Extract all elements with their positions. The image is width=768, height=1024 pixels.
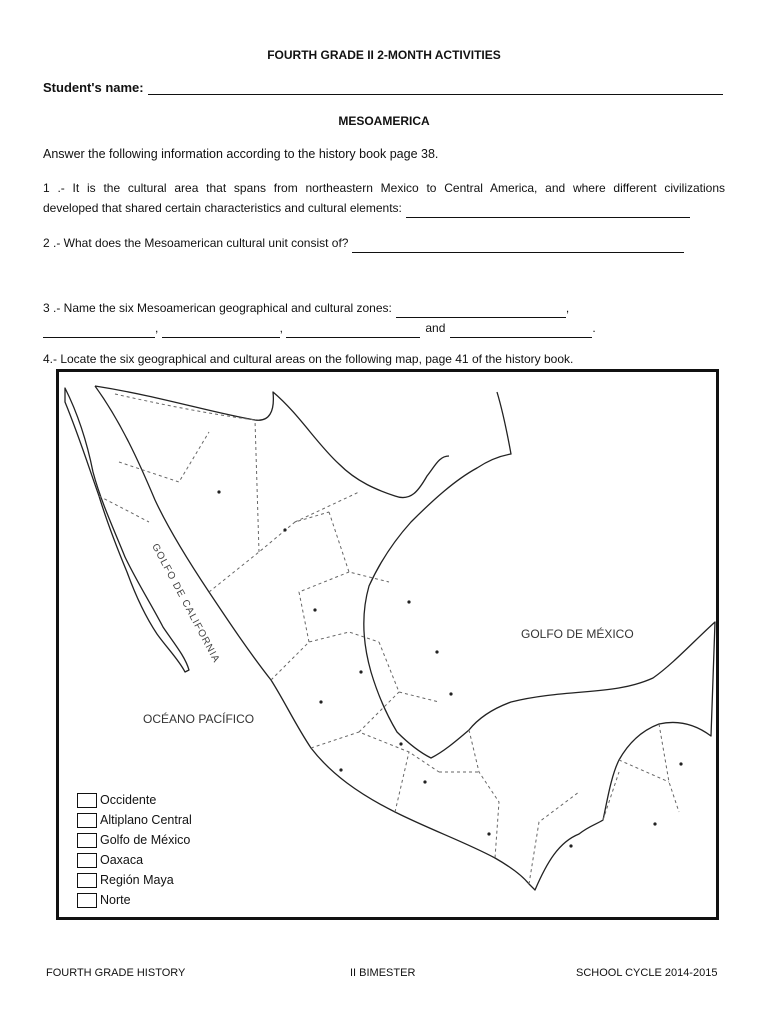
zone-blank-5[interactable] (450, 325, 592, 338)
question-2-answer-blank[interactable] (352, 240, 684, 253)
legend-checkbox[interactable] (77, 893, 97, 908)
map-frame (56, 369, 719, 920)
gulf-of-mexico-label: GOLFO DE MÉXICO (521, 627, 634, 641)
student-name-row (43, 80, 723, 95)
gulf-of-california-label: GOLFO DE CALIFORNIA (149, 542, 222, 666)
legend-item (77, 790, 192, 810)
zone-blank-2[interactable] (43, 325, 155, 338)
legend-checkbox[interactable] (77, 813, 97, 828)
question-2-text: 2 .- What does the Mesoamerican cultural unit consist of? (43, 236, 349, 250)
legend-item (77, 890, 192, 910)
footer-left: FOURTH GRADE HISTORY (46, 967, 186, 979)
legend-label: Región Maya (100, 873, 174, 887)
legend-label: Altiplano Central (100, 813, 192, 827)
pacific-ocean-label: OCÉANO PACÍFICO (143, 712, 255, 726)
question-4: 4.- Locate the six geographical and cultural areas on the following map, page 41 of the history book. (43, 352, 574, 366)
student-name-blank[interactable] (148, 82, 723, 95)
legend-item (77, 850, 192, 870)
question-2 (43, 233, 725, 253)
zone-blank-4[interactable] (286, 325, 420, 338)
footer-center: II BIMESTER (350, 967, 416, 979)
legend-checkbox[interactable] (77, 833, 97, 848)
and-word: and (425, 321, 446, 335)
section-title: MESOAMERICA (338, 114, 430, 128)
legend-label: Norte (100, 893, 131, 907)
map-legend (77, 790, 192, 910)
zone-blank-3[interactable] (162, 325, 280, 338)
student-name-label: Student's name: (43, 80, 144, 95)
legend-checkbox[interactable] (77, 793, 97, 808)
legend-item (77, 810, 192, 830)
question-1-line-2: developed that shared certain characteristics and cultural elements: (43, 201, 402, 215)
legend-label: Oaxaca (100, 853, 144, 867)
legend-label: Occidente (100, 793, 157, 807)
question-3-text: 3 .- Name the six Mesoamerican geographical and cultural zones: (43, 301, 392, 315)
legend-item (77, 830, 192, 850)
instructions: Answer the following information according to the history book page 38. (43, 147, 439, 161)
zone-blank-1[interactable] (396, 305, 566, 318)
worksheet-title: FOURTH GRADE II 2-MONTH ACTIVITIES (267, 48, 501, 62)
legend-checkbox[interactable] (77, 873, 97, 888)
legend-item (77, 870, 192, 890)
northern-border (95, 386, 449, 498)
legend-checkbox[interactable] (77, 853, 97, 868)
question-3: 3 .- Name the six Mesoamerican geographical and cultural zones: , , , and . (43, 298, 725, 338)
question-1 (43, 178, 725, 218)
legend-label: Golfo de México (100, 833, 191, 847)
footer-right: SCHOOL CYCLE 2014-2015 (576, 967, 718, 979)
question-1-answer-blank[interactable] (406, 205, 690, 218)
question-1-line-1: 1 .- It is the cultural area that spans from northeastern Mexico to Central America, and where different civilizations (43, 181, 725, 195)
